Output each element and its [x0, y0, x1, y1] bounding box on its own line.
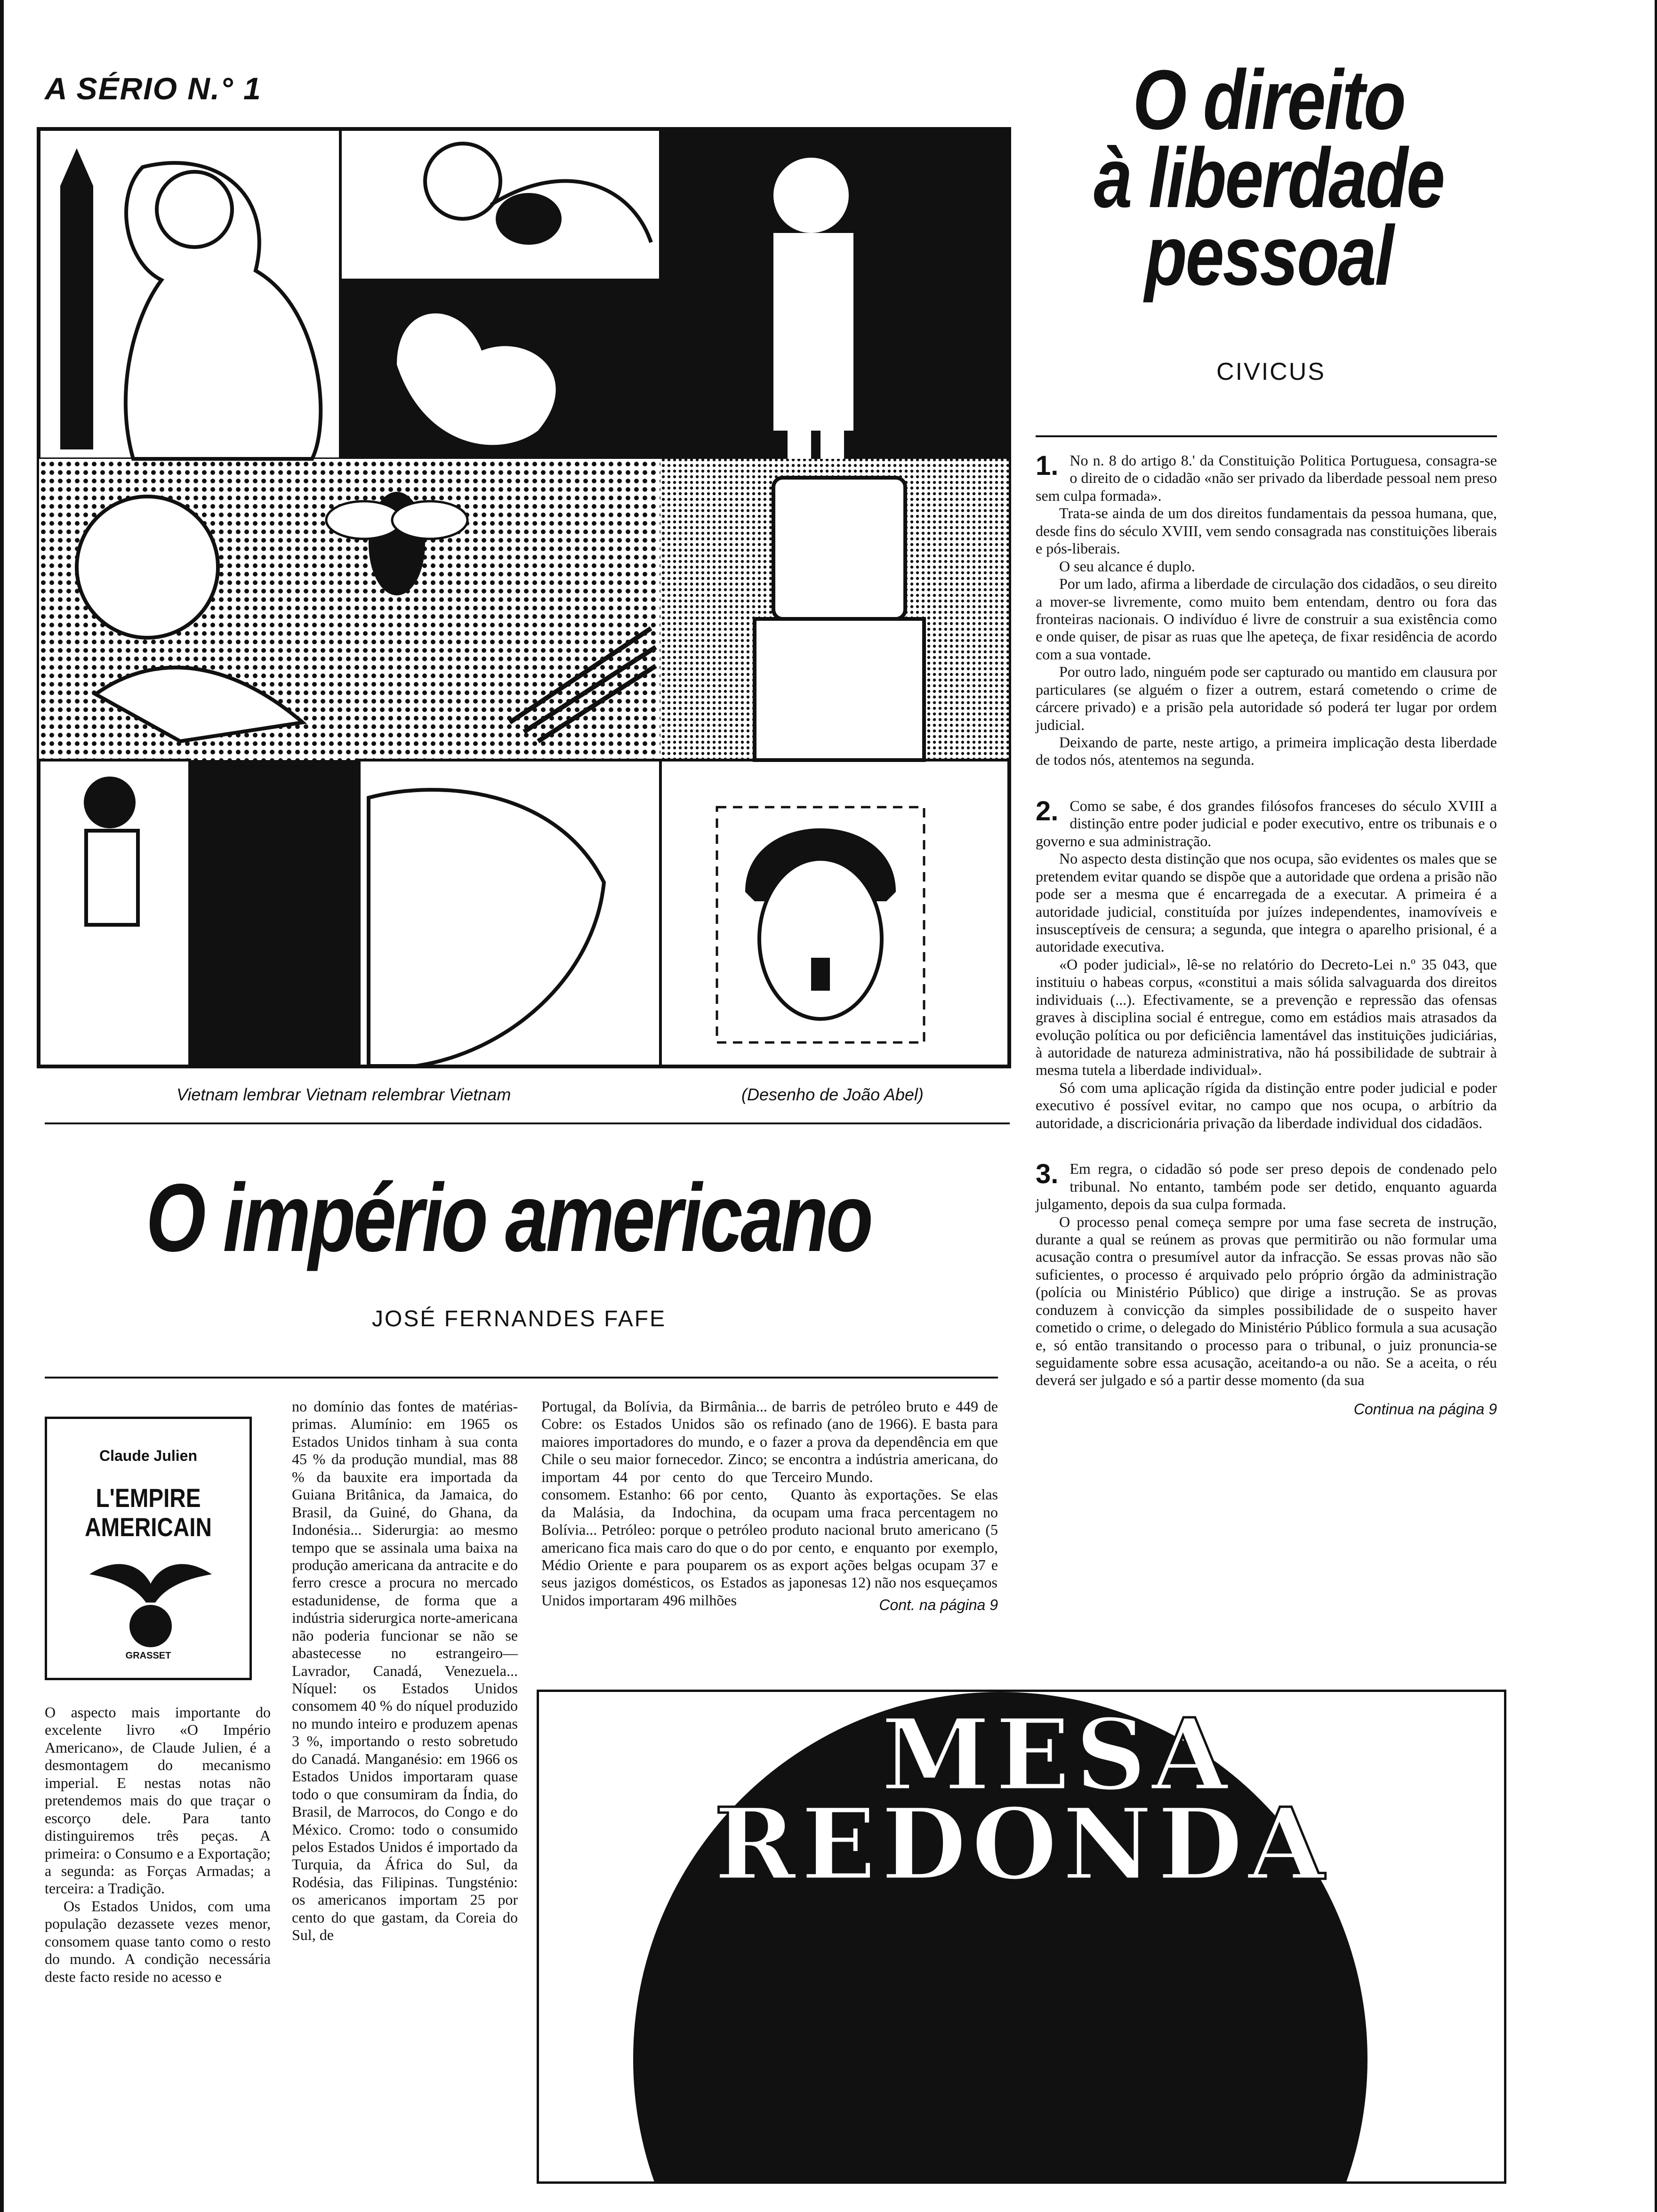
illustration-credit: (Desenho de João Abel) — [741, 1085, 924, 1104]
book-cover — [45, 1417, 252, 1680]
article-direito-body — [1036, 452, 1497, 1418]
imperio-column-1 — [45, 1704, 271, 1986]
section-number: 1. — [1036, 450, 1059, 481]
page-edge-left — [0, 0, 4, 2212]
paragraph: «O poder judicial», lê-se no relatório do Decreto-Lei n.º 35 043, que instituiu o habeas corpus, «constitui a mais sólida salvaguarda dos direitos individuais (...). Efectivamente, se a prevenção e repressão das ofensas graves à disciplina social é entregue, como em estádios mais atrasados da evolução política ou por deficiência lamentável das instituições judiciárias, à autoridade de natureza administrativa, não há possibilidade de subtrair à mesma tutela a liberdade individual». — [1036, 955, 1497, 1079]
book-author: Claude Julien — [99, 1447, 198, 1464]
paragraph: Portugal, da Bolívia, da Birmânia... Cobre: os Estados Unidos são os maiores importadores do mundo, e o Chile o seu maior fornecedor. Zinco; importam 44 por cento do que consomem. Estanho: 66 por cento, da Malásia, da Indochina, da Bolívia... Petróleo: porque o petróleo americano fica mais caro do que o do Médio Oriente e para pouparem os seus jazigos domésticos, os Estados Unidos importaram 496 milhões — [541, 1398, 767, 1609]
headline-line: pessoal — [1144, 208, 1393, 304]
section-number: 2. — [1036, 795, 1059, 826]
paragraph: Quanto às exportações. Se elas ocupam uma fraca percentagem no produto nacional bruto americano (5 por cento, e enquanto por exemplo, as export ações belgas ocupam 37 e as japonesas 12) não nos esqueçamos — [772, 1486, 998, 1591]
series-label: A SÉRIO N.° 1 — [45, 71, 262, 106]
paragraph: Por outro lado, ninguém pode ser capturado ou mantido em clausura por particulares (se alguém o fizer a outrem, estará cometendo o crime de cárcere privado) e a prisão pela autoridade só poderá ter lugar por ordem judicial. — [1036, 663, 1497, 733]
headline-direito — [1089, 53, 1448, 304]
headline-line: O direito — [1133, 53, 1405, 147]
book-title-line: AMERICAIN — [85, 1512, 212, 1542]
page-edge-right — [1655, 0, 1657, 2212]
book-publisher: GRASSET — [125, 1651, 171, 1661]
paragraph: Os Estados Unidos, com uma população dezassete vezes menor, consomem quase tanto como o resto do mundo. A condição necessária deste facto reside no acesso e — [45, 1897, 271, 1985]
imperio-column-3 — [541, 1398, 767, 1609]
divider-main-top — [45, 1377, 998, 1378]
byline-civicus: CIVICUS — [1216, 358, 1326, 385]
book-title-line: L'EMPIRE — [96, 1483, 201, 1513]
vietnam-illustration — [37, 127, 1011, 1068]
paragraph: No aspecto desta distinção que nos ocupa, são evidentes os males que se pretendem evitar quando se dispõe que a autoridade que ordena a prisão não pode ser a mesma que é encarregada de a executar. A primeira é a autoridade judicial, constituída por juízes independentes, inamovíveis e insusceptíveis de censura; a segunda, que integra o aparelho prisional, é a autoridade executiva. — [1036, 850, 1497, 955]
banner-word-1: MESA — [881, 1697, 1233, 1813]
paragraph: no domínio das fontes de matérias-primas. Alumínio: em 1965 os Estados Unidos tinham à sua conta 45 % da produção mundial, mas 88 % da bauxite era importada da Guiana Britânica, da Jamaica, do Brasil, da Guiné, do Ghana, da Indonésia... Siderurgia: ao mesmo tempo que se assinala uma baixa na produção americana da antracite e do ferro cresce a procura no mercado estadunidense, de forma que a indústria siderurgica norte-americana não poderia funcionar se não se abastecesse no estrangeiro—Lavrador, Canadá, Venezuela... Níquel: os Estados Unidos consomem 40 % do níquel produzido no mundo inteiro e produzem apenas 3 %, importando o resto sobretudo do Canadá. Manganésio: em 1966 os Estados Unidos importaram quase todo o que consumiram da Índia, do Brasil, de Marrocos, do Congo e do México. Cromo: todo o consumido pelos Estados Unidos é importado da Turquia, da África do Sul, da Rodésia, das Filipinas. Tungsténio: os americanos importam 25 por cento do que gastam, da Coreia do Sul, de — [292, 1398, 518, 1944]
headline-line: à liberdade — [1094, 130, 1444, 225]
section-number: 3. — [1036, 1159, 1059, 1190]
divider-right-top — [1036, 435, 1497, 437]
paragraph: O processo penal começa sempre por uma fase secreta de instrução, durante a qual se reúnem as provas que permitirão ou não formular uma acusação contra o presumível autor da infracção. Se essas provas não são suficientes, o processo é arquivado pelo próprio órgão da administração (polícia ou Ministério Público) que dirige a instrução. Se as provas conduzem à convicção da simples possibilidade de o suspeito haver cometido o crime, o delegado do Ministério Público formula a sua acusação e, só então transitando o processo para o tribunal, o juiz pronuncia-se seguidamente sobre essa acusação, aceitando-a ou não. Se a aceita, o réu deverá ser julgado e só a partir desse momento (da sua — [1036, 1213, 1497, 1389]
continued-note: Cont. na página 9 — [879, 1596, 998, 1613]
mesa-redonda-banner — [537, 1690, 1506, 2184]
paragraph: de barris de petróleo bruto e 449 de refinado (ano de 1966). E basta para fazer a prova da dependência em que se encontra a indústria americana, do Terceiro Mundo. — [772, 1398, 998, 1485]
continued-note: Continua na página 9 — [1353, 1400, 1497, 1418]
paragraph: O aspecto mais importante do excelente livro «O Império Americano», de Claude Julien, é a desmontagem do mecanismo imperial. E nestas notas não pretendemos mais do que traçar o escorço dele. Para tanto distinguiremos três peças. A primeira: o Consumo e a Exportação; a segunda: as Forças Armadas; a terceira: a Tradição. — [45, 1704, 271, 1897]
byline-fafe: JOSÉ FERNANDES FAFE — [372, 1306, 667, 1331]
section-2 — [1036, 797, 1497, 1132]
divider-under-caption — [45, 1122, 1010, 1124]
paragraph: Só com uma aplicação rígida da distinção entre poder judicial e poder executivo é possível evitar, no campo que nos ocupa, o arbítrio da autoridade, a discricionária privação da liberdade individual dos cidadãos. — [1036, 1079, 1497, 1131]
paragraph: Em regra, o cidadão só pode ser preso depois de condenado pelo tribunal. No entanto, também pode ser detido, enquanto aguarda julgamento, depois da sua culpa formada. — [1036, 1160, 1497, 1213]
imperio-column-2 — [292, 1398, 518, 1944]
book-title — [62, 1483, 234, 1541]
illustration-caption: Vietnam lembrar Vietnam relembrar Vietnam — [177, 1085, 511, 1104]
banner-word-2: REDONDA — [714, 1786, 1329, 1902]
paragraph: Trata-se ainda de um dos direitos fundamentais da pessoa humana, que, desde fins do século XVIII, vem sendo consagrada nas constituições liberais e pós-liberais. — [1036, 505, 1497, 557]
section-1 — [1036, 452, 1497, 769]
paragraph: Deixando de parte, neste artigo, a primeira implicação desta liberdade de todos nós, atentemos na segunda. — [1036, 734, 1497, 769]
imperio-column-4 — [772, 1398, 998, 1614]
paragraph: No n. 8 do artigo 8.' da Constituição Politica Portuguesa, consagra-se o direito de o cidadão «não ser privado da liberdade pessoal nem preso sem culpa formada». — [1036, 452, 1497, 504]
eagle-icon — [89, 1555, 212, 1650]
paragraph: O seu alcance é duplo. — [1059, 557, 1195, 575]
headline-imperio: O império americano — [146, 1164, 871, 1272]
paragraph: Como se sabe, é dos grandes filósofos franceses do século XVIII a distinção entre poder judicial e poder executivo, entre os tribunais e o governo e sua administração. — [1036, 797, 1497, 850]
section-3 — [1036, 1160, 1497, 1389]
paragraph: Por um lado, afirma a liberdade de circulação dos cidadãos, o seu direito a mover-se livremente, como muito bem entendam, dentro ou fora das fronteiras nacionais. O indivíduo é livre de construir a sua existência como e onde quiser, de pisar as ruas que lhe apeteça, de fixar residência de acordo com a sua vontade. — [1036, 575, 1497, 663]
